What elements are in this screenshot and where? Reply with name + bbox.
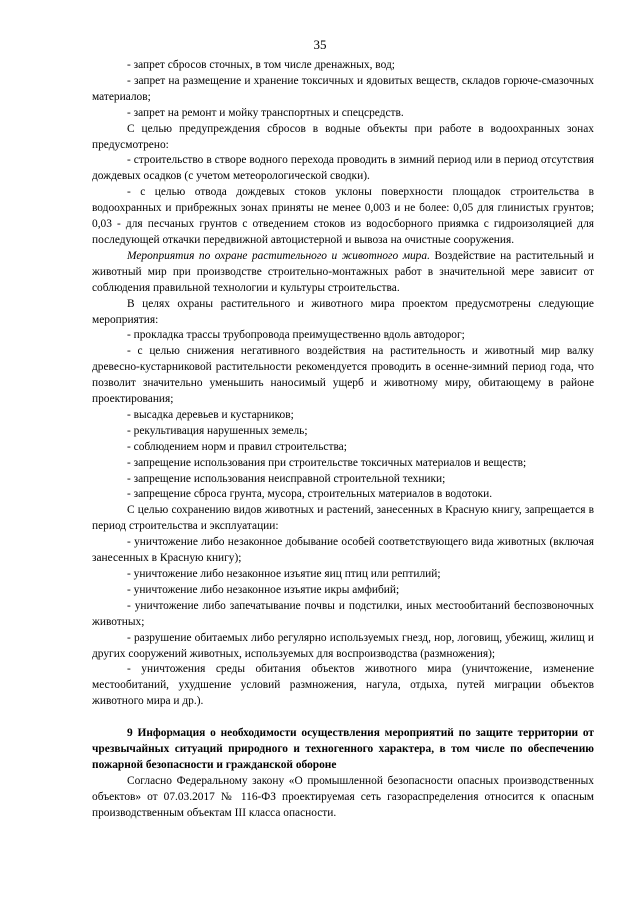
paragraph-2: - запрет на размещение и хранение токсичных и ядовитых веществ, складов горюче-смазочных материалов;	[92, 74, 594, 103]
paragraph-7	[92, 249, 594, 297]
paragraph-23: - уничтожения среды обитания объектов животного мира (уничтожение, изменение местообитаний, ухудшение условий размножения, нагула, отдыха, путей миграции объектов животного мира и др.).	[92, 663, 594, 708]
paragraph-1: - запрет сбросов сточных, в том числе дренажных, вод;	[127, 59, 395, 71]
paragraph-12: - рекультивация нарушенных земель;	[127, 424, 308, 437]
paragraph-22: - разрушение обитаемых либо регулярно используемых гнезд, нор, логовищ, убежищ, жилищ и других сооружений животных, используемых для воспроизводства (размножения);	[92, 631, 594, 660]
paragraph-10: - с целью снижения негативного воздействия на растительность и животный мир валку древесно-кустарниковой растительности рекомендуется проводить в осенне-зимний период года, что позволит значительно уменьшить наносимый ущерб и животному миру, обитающему в районе проектирования;	[92, 345, 594, 406]
paragraph-13: - соблюдением норм и правил строительства;	[127, 440, 347, 453]
paragraph-17: С целью сохранению видов животных и растений, занесенных в Красную книгу, запрещается в период строительства и эксплуатации:	[92, 504, 594, 533]
section-heading: 9 Информация о необходимости осуществления мероприятий по защите территории от чрезвычайных ситуаций природного и техногенного характера, в том числе по обеспечению пожарной безопасности и гражданской обороне	[92, 727, 594, 771]
final-paragraph: Согласно Федеральному закону «О промышленной безопасности опасных производственных объектов» от 07.03.2017 № 116-ФЗ проектируемая сеть газораспределения относится к опасным производственным объектам III класса опасности.	[92, 774, 594, 819]
paragraph-4: С целью предупреждения сбросов в водные объекты при работе в водоохранных зонах предусмотрено:	[92, 122, 594, 151]
paragraph-21: - уничтожение либо запечатывание почвы и подстилки, иных местообитаний беспозвоночных животных;	[92, 599, 594, 628]
paragraph-20: - уничтожение либо незаконное изъятие икры амфибий;	[127, 583, 400, 596]
paragraph-19: - уничтожение либо незаконное изъятие яиц птиц или рептилий;	[127, 568, 441, 580]
italic-lead: Мероприятия по охране растительного и животного мира.	[127, 249, 430, 262]
paragraph-8: В целях охраны растительного и животного мира проектом предусмотрены следующие мероприятия:	[92, 297, 594, 326]
paragraph-16: - запрещение сброса грунта, мусора, строительных материалов в водотоки.	[127, 488, 493, 501]
paragraph-9: - прокладка трассы трубопровода преимущественно вдоль автодорог;	[127, 329, 465, 342]
paragraph-18: - уничтожение либо незаконное добывание особей соответствующего вида животных (включая занесенных в Красную книгу);	[92, 536, 594, 565]
document-body	[92, 58, 594, 822]
paragraph-6: - с целью отвода дождевых стоков уклоны поверхности площадок строительства в водоохранных и прибрежных зонах приняты не менее 0,003 и не более: 0,05 для глинистых грунтов; 0,03 - для песчаных грунтов с отведением стоков из водосборного приямка с гидроизоляцией для последующей откачки передвижной автоцистерной и вывоза на очистные сооружения.	[92, 186, 594, 246]
paragraph-7-text: Воздействие на растительный и животный мир при производстве строительно-монтажных работ в значительной мере зависит от соблюдения правильной технологии и культуры строительства.	[92, 249, 594, 294]
paragraph-3: - запрет на ремонт и мойку транспортных и спецсредств.	[127, 106, 404, 119]
paragraph-5: - строительство в створе водного перехода проводить в зимний период или в период отсутствия дождевых осадков (с учетом метеорологической сводки).	[92, 154, 594, 183]
paragraph-15: - запрещение использования неисправной строительной техники;	[127, 472, 446, 485]
paragraph-11: - высадка деревьев и кустарников;	[127, 408, 294, 421]
paragraph-14: - запрещение использования при строительстве токсичных материалов и веществ;	[127, 456, 527, 469]
page-number: 35	[313, 37, 327, 52]
